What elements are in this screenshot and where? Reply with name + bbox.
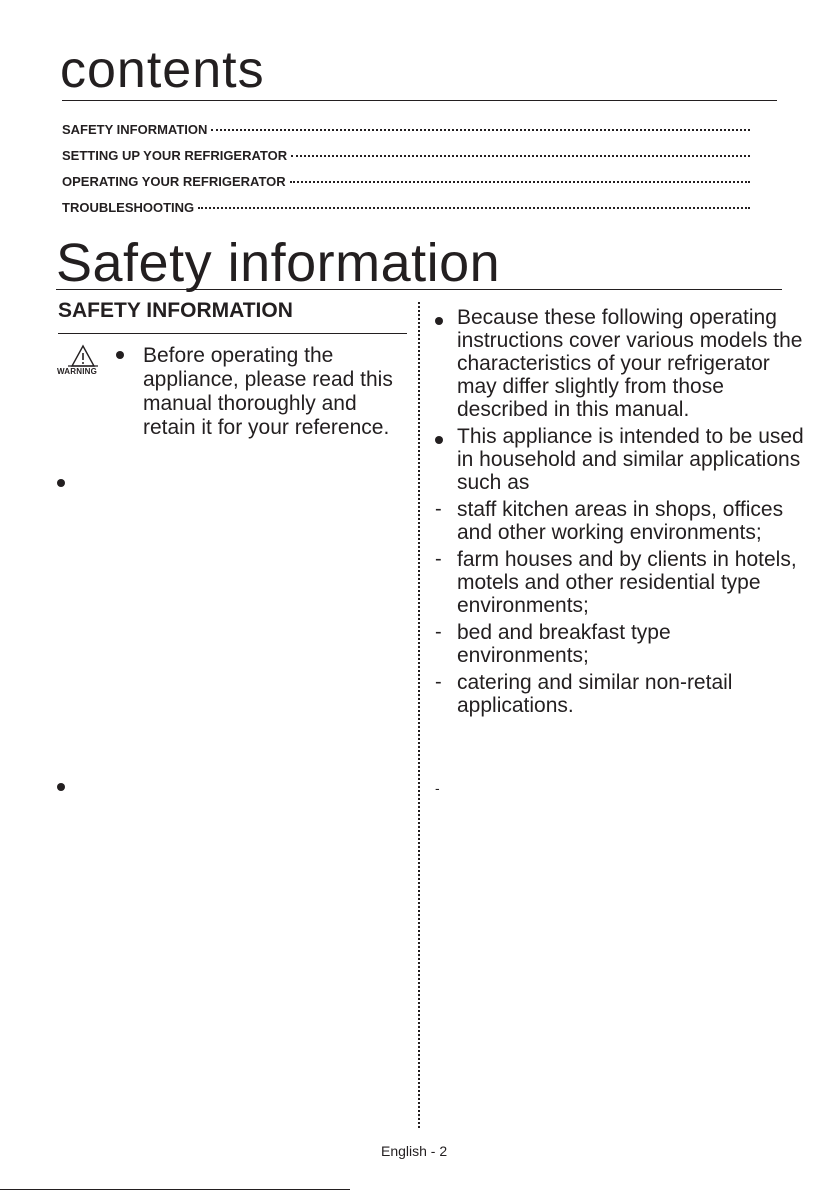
safety-paragraph: Before operating the appliance, please read this manual thoroughly and retain it for your reference. bbox=[143, 344, 393, 439]
dash-marker: - bbox=[435, 548, 442, 570]
list-item bbox=[435, 621, 805, 667]
toc-item-operating[interactable] bbox=[62, 174, 750, 200]
toc-item-safety[interactable] bbox=[62, 122, 750, 148]
list-item-text: bed and breakfast type environments; bbox=[457, 621, 671, 667]
bullet-icon bbox=[57, 783, 65, 791]
toc-item-label: SETTING UP YOUR REFRIGERATOR bbox=[62, 148, 288, 163]
dash-marker: - bbox=[435, 671, 442, 693]
page-number: English - 2 bbox=[381, 1143, 448, 1159]
bullet-icon bbox=[435, 317, 443, 325]
trailing-dash: - bbox=[435, 780, 440, 796]
contents-divider bbox=[62, 100, 777, 101]
list-item-text: This appliance is intended to be used in household and similar applications such as bbox=[457, 425, 804, 494]
list-item-text: farm houses and by clients in hotels, motels and other residential type environments; bbox=[457, 548, 797, 617]
list-item-text: staff kitchen areas in shops, offices and other working environments; bbox=[457, 498, 784, 544]
dash-marker: - bbox=[435, 498, 442, 520]
toc-item-label: SAFETY INFORMATION bbox=[62, 122, 208, 137]
toc-item-troubleshooting[interactable] bbox=[62, 200, 750, 226]
list-item bbox=[435, 425, 805, 494]
toc-leader-dots bbox=[290, 181, 750, 183]
column-divider bbox=[418, 302, 420, 1128]
warning-icon bbox=[56, 344, 110, 384]
toc-item-label: TROUBLESHOOTING bbox=[62, 200, 195, 215]
toc-item-label: OPERATING YOUR REFRIGERATOR bbox=[62, 174, 286, 189]
toc-item-setting-up[interactable] bbox=[62, 148, 750, 174]
section-heading: SAFETY INFORMATION bbox=[58, 299, 293, 322]
list-item bbox=[435, 548, 805, 617]
toc-leader-dots bbox=[211, 129, 750, 131]
list-item bbox=[435, 671, 805, 717]
section-divider bbox=[58, 333, 407, 334]
table-of-contents bbox=[62, 122, 750, 226]
toc-leader-dots bbox=[198, 207, 750, 209]
bullet-icon bbox=[116, 351, 124, 359]
list-item bbox=[435, 306, 805, 421]
bottom-rule bbox=[0, 1189, 350, 1190]
warning-label: WARNING bbox=[57, 367, 98, 376]
list-item bbox=[435, 498, 805, 544]
contents-title: contents bbox=[60, 41, 265, 99]
bullet-icon bbox=[435, 436, 443, 444]
page-title: Safety information bbox=[56, 233, 501, 293]
bullet-icon bbox=[57, 479, 65, 487]
dash-marker: - bbox=[435, 621, 442, 643]
right-column bbox=[435, 306, 805, 717]
toc-leader-dots bbox=[291, 155, 750, 157]
title-divider bbox=[56, 289, 782, 290]
list-item-text: catering and similar non-retail applications. bbox=[457, 671, 733, 717]
list-item-text: Because these following operating instructions cover various models the characteristics of your refrigerator may differ slightly from those described in this manual. bbox=[457, 306, 803, 421]
